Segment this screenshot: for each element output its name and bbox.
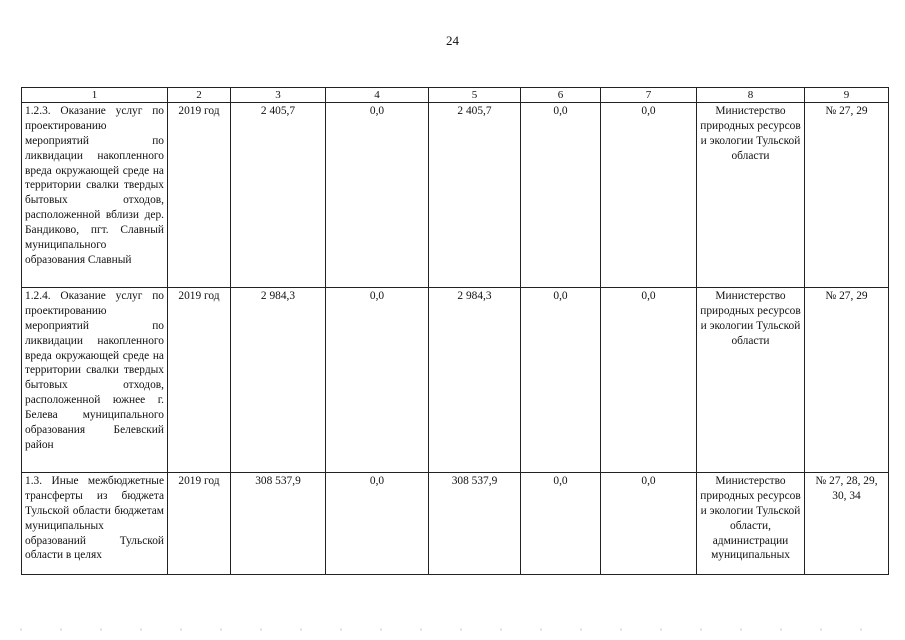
- column-header: 9: [805, 88, 889, 103]
- value-cell: 0,0: [601, 103, 697, 288]
- column-header: 3: [231, 88, 326, 103]
- value-cell: 308 537,9: [429, 473, 521, 575]
- table-row: [22, 473, 889, 575]
- year-cell: 2019 год: [168, 288, 231, 473]
- executor-cell: Министерство природных ресурсов и экологии Тульской области: [697, 103, 805, 288]
- page-number: 24: [446, 33, 459, 48]
- reference-cell: № 27, 28, 29, 30, 34: [805, 473, 889, 575]
- measure-description: 1.3. Иные межбюджетные трансферты из бюджета Тульской области бюджетам муниципальных образований Тульской области в целях: [22, 473, 168, 575]
- table-row: [22, 288, 889, 473]
- column-header: 8: [697, 88, 805, 103]
- year-cell: 2019 год: [168, 103, 231, 288]
- column-header: 5: [429, 88, 521, 103]
- reference-cell: № 27, 29: [805, 103, 889, 288]
- header-row: [22, 88, 889, 103]
- reference-cell: № 27, 29: [805, 288, 889, 473]
- column-header: 1: [22, 88, 168, 103]
- value-cell: 0,0: [521, 473, 601, 575]
- executor-cell: Министерство природных ресурсов и экологии Тульской области, администрации муниципальных: [697, 473, 805, 575]
- value-cell: 0,0: [326, 288, 429, 473]
- measure-description: 1.2.3. Оказание услуг по проектированию мероприятий по ликвидации накопленного вреда окружающей среде на территории свалки твердых бытовых отходов, расположенной вблизи дер. Бандиково, пгт. Славный муниципального образования Славный: [22, 103, 168, 288]
- executor-cell: Министерство природных ресурсов и экологии Тульской области: [697, 288, 805, 473]
- column-header: 4: [326, 88, 429, 103]
- value-cell: 2 405,7: [429, 103, 521, 288]
- value-cell: 0,0: [601, 288, 697, 473]
- value-cell: 2 984,3: [231, 288, 326, 473]
- value-cell: 2 984,3: [429, 288, 521, 473]
- value-cell: 308 537,9: [231, 473, 326, 575]
- year-cell: 2019 год: [168, 473, 231, 575]
- value-cell: 0,0: [326, 473, 429, 575]
- column-header: 7: [601, 88, 697, 103]
- table-row: [22, 103, 889, 288]
- scan-artifact-line: [20, 628, 890, 631]
- column-header: 2: [168, 88, 231, 103]
- value-cell: 2 405,7: [231, 103, 326, 288]
- column-header: 6: [521, 88, 601, 103]
- measure-description: 1.2.4. Оказание услуг по проектированию мероприятий по ликвидации накопленного вреда окружающей среде на территории свалки твердых бытовых отходов, расположенной южнее г. Белева муниципального образования Белевский район: [22, 288, 168, 473]
- value-cell: 0,0: [326, 103, 429, 288]
- value-cell: 0,0: [521, 103, 601, 288]
- budget-table: [21, 87, 889, 575]
- value-cell: 0,0: [521, 288, 601, 473]
- value-cell: 0,0: [601, 473, 697, 575]
